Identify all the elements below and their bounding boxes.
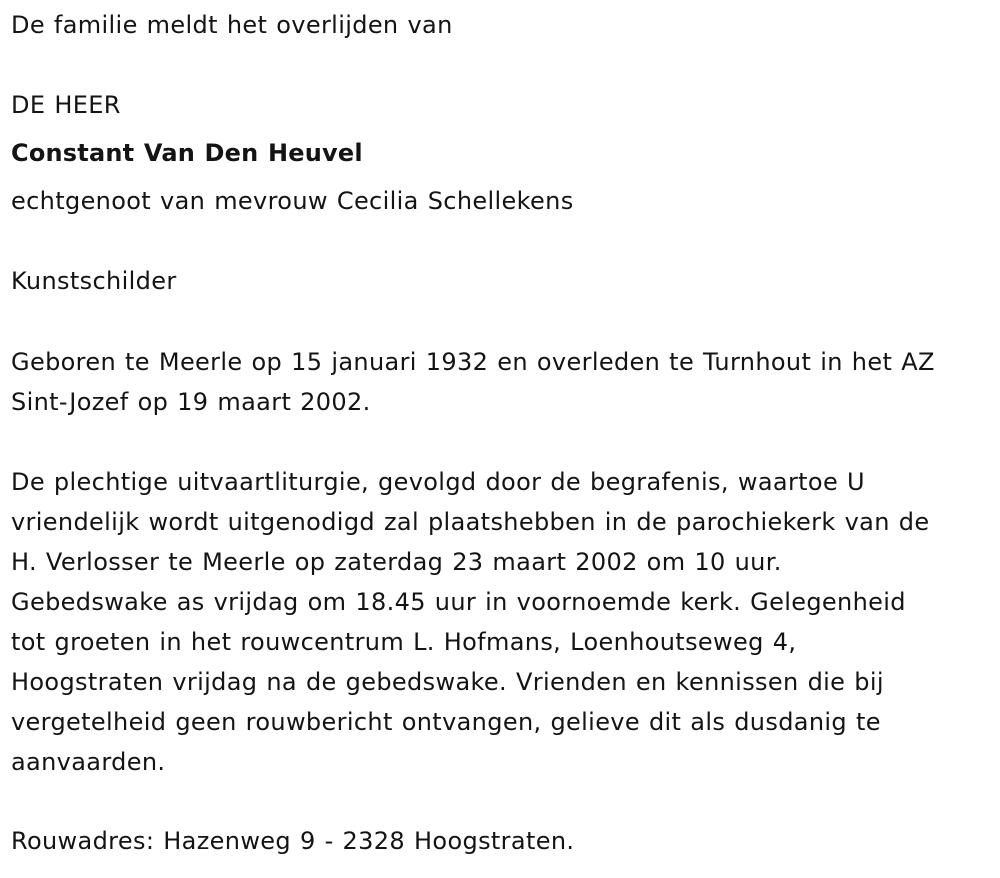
paragraph-line: Hoogstraten vrijdag na de gebedswake. Vrienden en kennissen die bij <box>11 668 884 696</box>
mourning-address: Rouwadres: Hazenweg 9 - 2328 Hoogstraten. <box>11 827 575 855</box>
profession: Kunstschilder <box>11 267 177 295</box>
paragraph-line: tot groeten in het rouwcentrum L. Hofmans, Loenhoutseweg 4, <box>11 628 797 656</box>
deceased-name: Constant Van Den Heuvel <box>11 139 363 167</box>
paragraph-line: H. Verlosser te Meerle op zaterdag 23 maart 2002 om 10 uur. <box>11 548 782 576</box>
birth-death-paragraph <box>11 342 996 422</box>
paragraph-line: Gebedswake as vrijdag om 18.45 uur in voornoemde kerk. Gelegenheid <box>11 588 906 616</box>
spouse-line: echtgenoot van mevrouw Cecilia Schellekens <box>11 187 574 215</box>
paragraph-line: vriendelijk wordt uitgenodigd zal plaatshebben in de parochiekerk van de <box>11 508 930 536</box>
paragraph-line: vergetelheid geen rouwbericht ontvangen, gelieve dit als dusdanig te <box>11 708 881 736</box>
paragraph-line: Geboren te Meerle op 15 januari 1932 en overleden te Turnhout in het AZ <box>11 348 935 376</box>
intro-text: De familie meldt het overlijden van <box>11 11 453 39</box>
honorific-title: DE HEER <box>11 91 121 119</box>
funeral-paragraph <box>11 462 996 782</box>
paragraph-line: Sint-Jozef op 19 maart 2002. <box>11 388 371 416</box>
paragraph-line: aanvaarden. <box>11 748 166 776</box>
paragraph-line: De plechtige uitvaartliturgie, gevolgd door de begrafenis, waartoe U <box>11 468 865 496</box>
